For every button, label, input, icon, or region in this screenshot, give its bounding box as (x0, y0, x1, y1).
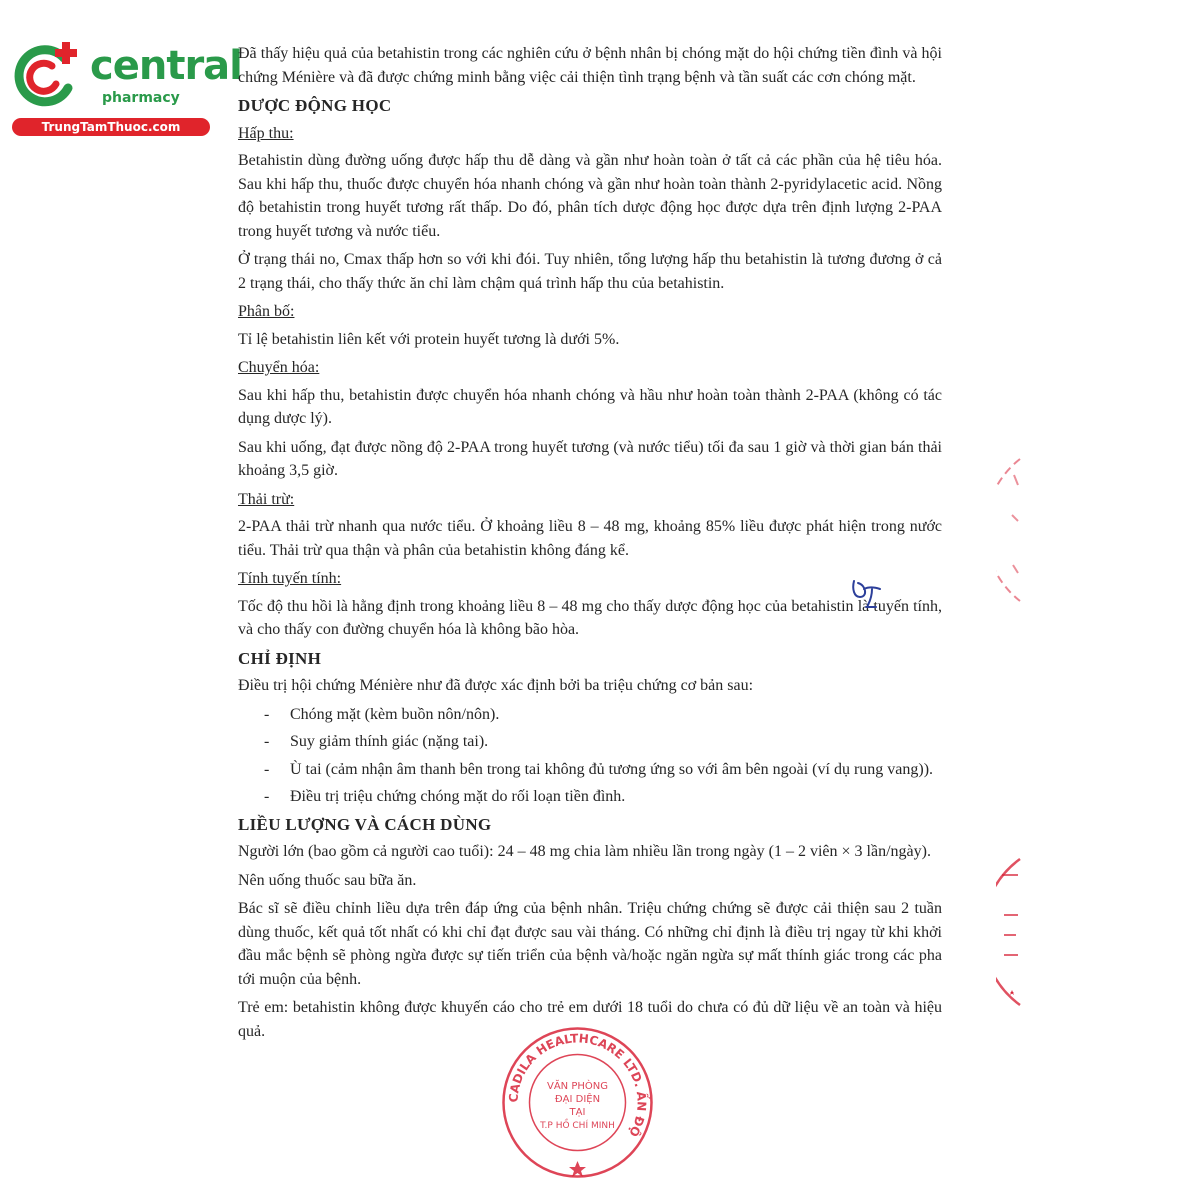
list-item-text: Suy giảm thính giác (nặng tai). (290, 733, 489, 750)
stamp-ring-text: CADILA HEALTHCARE LTD. ẤN ĐỘ (506, 1031, 649, 1139)
stamp-line-2: ĐẠI DIỆN (554, 1094, 601, 1105)
dosage-heading: LIỀU LƯỢNG VÀ CÁCH DÙNG (238, 814, 492, 834)
absorption-subheading: Hấp thu: (238, 124, 294, 142)
metabolism-subheading: Chuyển hóa: (238, 359, 320, 376)
company-stamp (500, 1025, 655, 1180)
handwritten-signature (848, 575, 888, 613)
list-item-text: Chóng mặt (kèm buồn nôn/nôn). (290, 705, 500, 723)
intro-paragraph: Đã thấy hiệu quả của betahistin trong các nghiên cứu ở bệnh nhân bị chóng mặt do hội chứng tiền đình và hội chứng Ménière và đã được chứng minh bằng việc cải thiện tình trạng bệnh và tần suất các cơn chóng mặt. (238, 45, 942, 86)
dosage-paragraph-1: Người lớn (bao gồm cả người cao tuổi): 24 – 48 mg chia làm nhiều lần trong ngày (1 – 2 viên × 3 lần/ngày). (238, 843, 931, 860)
bullet-dash: - (264, 733, 270, 750)
distribution-paragraph: Tỉ lệ betahistin liên kết với protein huyết tương là dưới 5%. (238, 330, 620, 348)
indication-list (238, 703, 942, 809)
dosage-paragraph-4: Trẻ em: betahistin không được khuyến cáo cho trẻ em dưới 18 tuổi do chưa có đủ dữ liệu về an toàn và hiệu quả. (238, 999, 942, 1040)
absorption-paragraph-1: Betahistin dùng đường uống được hấp thu dễ dàng và gần như hoàn toàn ở tất cả các phần của hệ tiêu hóa. Sau khi hấp thu, thuốc được chuyển hóa nhanh chóng và gần như hoàn toàn thành 2-pyridylacetic acid. Nồng độ betahistin trong huyết tương rất thấp. Do đó, phân tích dược động học được dựa trên định lượng 2-PAA trong huyết tương và nước tiểu. (238, 152, 942, 240)
indication-heading: CHỈ ĐỊNH (238, 648, 322, 668)
logo-url-banner: TrungTamThuoc.com (12, 118, 210, 136)
edge-stamp-upper (996, 455, 1022, 605)
pharmacy-logo-icon (12, 40, 82, 110)
central-pharmacy-logo (12, 36, 242, 136)
indication-intro: Điều trị hội chứng Ménière như đã được xác định bởi ba triệu chứng cơ bản sau: (238, 677, 754, 694)
logo-subtitle: pharmacy (102, 90, 180, 106)
list-item-text: Ù tai (cảm nhận âm thanh bên trong tai không đủ tương ứng so với âm bên ngoài (ví dụ rung vang)). (290, 760, 934, 778)
document-body (238, 42, 942, 1048)
bullet-dash: - (264, 705, 270, 723)
absorption-paragraph-2: Ở trạng thái no, Cmax thấp hơn so với khi đói. Tuy nhiên, tổng lượng hấp thu betahistin là tương đương ở cả 2 trạng thái, cho thấy thức ăn chỉ làm chậm quá trình hấp thu của betahistin. (238, 251, 942, 292)
elimination-subheading: Thải trừ: (238, 490, 295, 508)
edge-stamp-lower (996, 855, 1022, 1010)
logo-wordmark: central (90, 43, 242, 89)
dosage-paragraph-2: Nên uống thuốc sau bữa ăn. (238, 871, 417, 889)
stamp-line-1: VĂN PHÒNG (547, 1081, 608, 1092)
metabolism-paragraph-2: Sau khi uống, đạt được nồng độ 2-PAA trong huyết tương (và nước tiểu) tối đa sau 1 giờ và thời gian bán thải khoảng 3,5 giờ. (238, 438, 942, 479)
linearity-paragraph: Tốc độ thu hồi là hằng định trong khoảng liều 8 – 48 mg cho thấy dược động học của betahistin là tuyến tính, và cho thấy con đường chuyển hóa là không bão hòa. (238, 597, 942, 638)
list-item (238, 730, 942, 754)
linearity-subheading: Tính tuyến tính: (238, 570, 342, 587)
bullet-dash: - (264, 788, 270, 805)
stamp-line-4: T.P HỒ CHÍ MINH (540, 1121, 615, 1131)
elimination-paragraph: 2-PAA thải trừ nhanh qua nước tiểu. Ở khoảng liều 8 – 48 mg, khoảng 85% liều được phát hiện trong nước tiểu. Thải trừ qua thận và phân của betahistin không đáng kể. (238, 518, 942, 559)
distribution-subheading: Phân bố: (238, 303, 295, 320)
list-item (238, 785, 942, 809)
pharmacokinetics-heading: DƯỢC ĐỘNG HỌC (238, 96, 392, 115)
list-item (238, 703, 942, 727)
bullet-dash: - (264, 760, 270, 778)
stamp-line-3: TẠI (569, 1107, 586, 1118)
metabolism-paragraph-1: Sau khi hấp thu, betahistin được chuyển hóa nhanh chóng và hầu như hoàn toàn thành 2-PAA (không có tác dụng dược lý). (238, 386, 942, 427)
list-item-text: Điều trị triệu chứng chóng mặt do rối loạn tiền đình. (290, 788, 626, 805)
list-item (238, 758, 942, 782)
dosage-paragraph-3: Bác sĩ sẽ điều chỉnh liều dựa trên đáp ứng của bệnh nhân. Triệu chứng chứng sẽ được cải thiện sau 2 tuần dùng thuốc, kết quả tốt nhất có khi chỉ đạt được sau vài tháng. Có những chỉ định là điều trị ngay từ khi khởi đầu mắc bệnh sẽ phòng ngừa được sự tiến triển của bệnh và/hoặc ngăn ngừa sự mất thính giác trong các pha tới muộn của bệnh. (238, 900, 942, 988)
stamp-star-icon (569, 1161, 586, 1177)
